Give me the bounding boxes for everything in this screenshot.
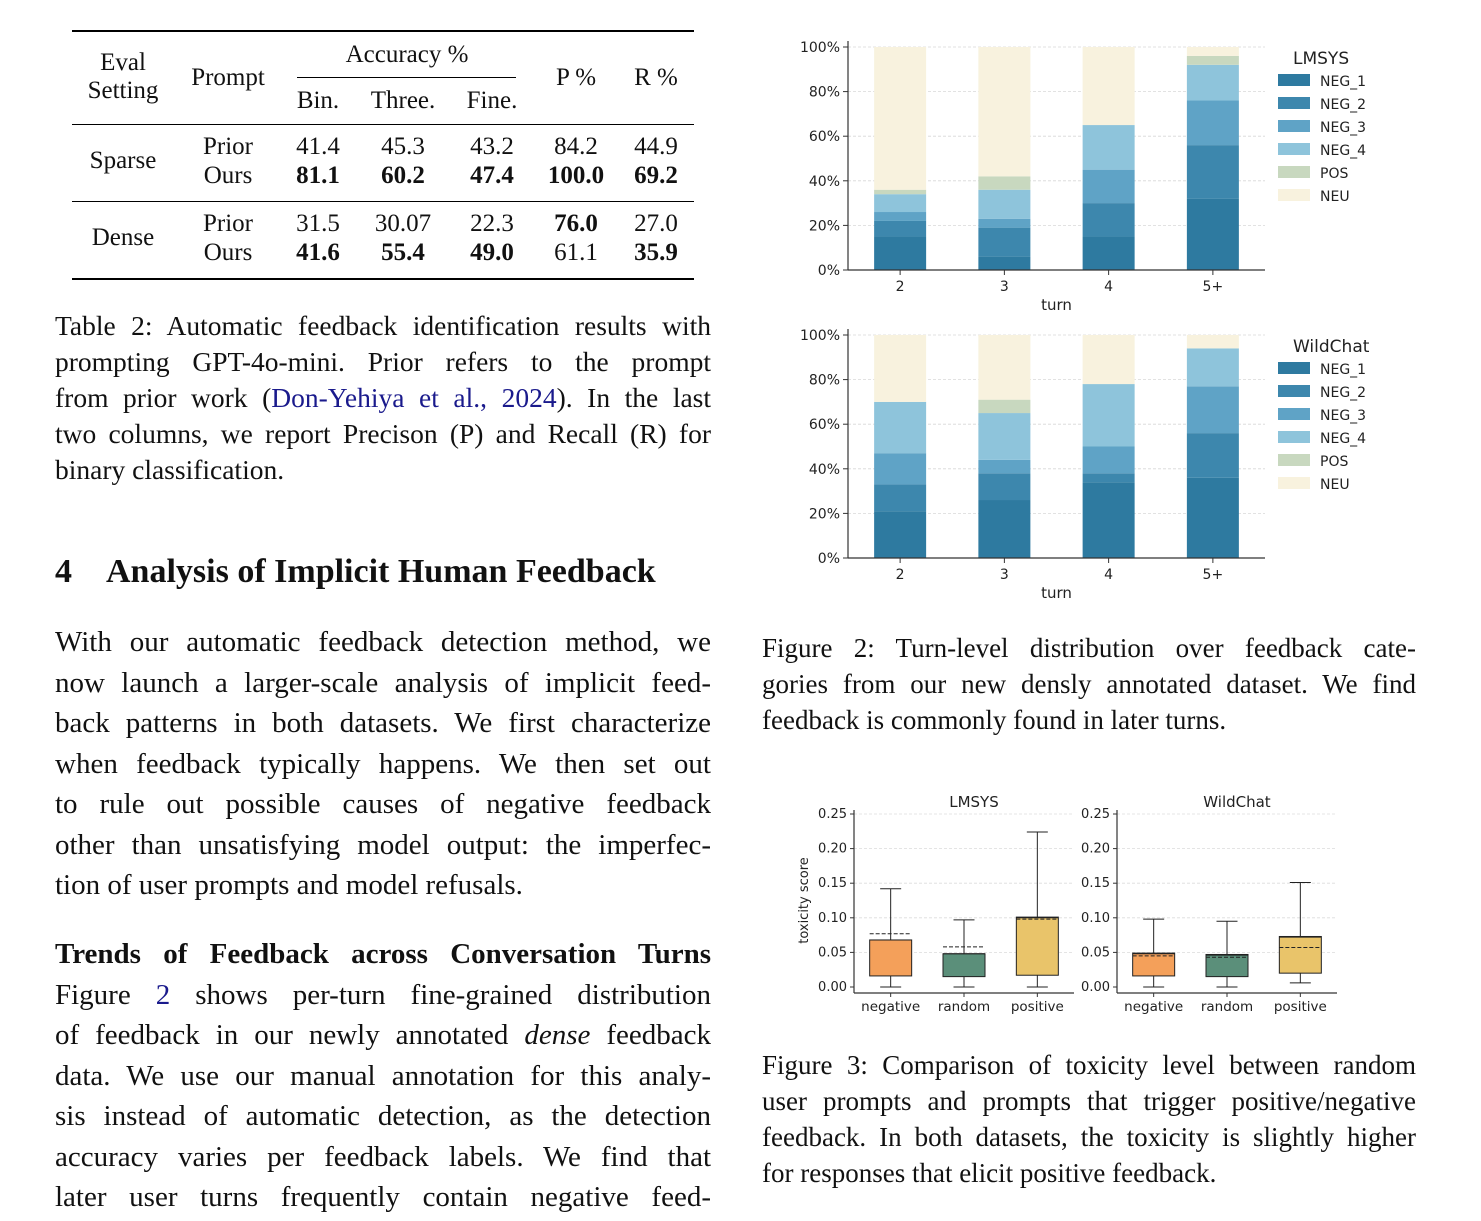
y-tick-label: 0% — [817, 263, 840, 279]
caption-line: Figure 3: Comparison of toxicity level between random — [762, 1050, 1416, 1080]
legend-swatch-neg-2 — [1278, 97, 1310, 109]
legend-swatch-neu — [1278, 477, 1310, 489]
paragraph-line: later user turns frequently contain negative feed- — [55, 1181, 711, 1213]
y-tick-label: 0.10 — [818, 910, 847, 926]
paragraph-2 — [55, 934, 711, 1218]
x-tick-label: 2 — [895, 567, 905, 583]
legend-label: NEU — [1320, 189, 1350, 205]
prompt-cell: Ours — [203, 162, 253, 189]
bar-segment-neg-1 — [874, 511, 926, 558]
x-tick-label: 4 — [1104, 279, 1114, 295]
header-p: P % — [555, 64, 597, 91]
table-group-rule — [72, 201, 694, 202]
legend-swatch-neg-4 — [1278, 143, 1310, 155]
bar-segment-neg-4 — [1187, 65, 1239, 101]
value-cell-three: 30.07 — [374, 210, 432, 237]
x-axis-label: turn — [1041, 584, 1072, 602]
bar-segment-neg-2 — [1083, 203, 1135, 236]
legend-label: POS — [1320, 166, 1349, 182]
paragraph-line — [55, 1015, 711, 1056]
bar-segment-neg-2 — [1083, 473, 1135, 482]
bar-segment-neg-2 — [978, 473, 1030, 500]
box-positive — [1016, 917, 1058, 975]
bar-segment-neg-4 — [874, 194, 926, 212]
bar-segment-neu — [874, 47, 926, 190]
legend-title: LMSYS — [1293, 49, 1350, 69]
x-tick-label: positive — [1010, 999, 1064, 1015]
x-tick-label: 3 — [999, 567, 1009, 583]
y-tick-label: 20% — [808, 506, 840, 523]
y-tick-label: 80% — [808, 84, 840, 101]
box-random — [1206, 954, 1248, 976]
x-tick-label: 5+ — [1202, 567, 1224, 583]
value-cell-fine: 47.4 — [470, 162, 514, 189]
prompt-cell: Prior — [203, 133, 253, 160]
prompt-cell: Prior — [203, 210, 253, 237]
bar-segment-neg-3 — [1187, 101, 1239, 146]
paragraph-line: tion of user prompts and model refusals. — [55, 869, 523, 901]
legend-label: NEU — [1320, 477, 1350, 493]
bar-segment-neu — [978, 335, 1030, 400]
bar-segment-pos — [978, 400, 1030, 413]
caption-line: feedback is commonly found in later turns. — [762, 705, 1227, 735]
results-table — [72, 30, 694, 280]
box-random — [943, 954, 985, 977]
y-tick-label: 0.15 — [818, 876, 847, 892]
x-tick-label: random — [1200, 999, 1254, 1015]
bar-segment-neg-3 — [1083, 170, 1135, 203]
bar-segment-neu — [978, 47, 1030, 176]
value-cell-r: 44.9 — [634, 133, 678, 160]
value-cell-r: 35.9 — [634, 239, 678, 266]
value-cell-fine: 22.3 — [470, 210, 514, 237]
bar-segment-pos — [978, 176, 1030, 189]
legend-label: POS — [1320, 454, 1349, 470]
paragraph-line — [55, 975, 711, 1016]
bar-segment-neg-1 — [978, 257, 1030, 270]
accuracy-underline — [297, 77, 516, 78]
value-cell-three: 45.3 — [381, 133, 425, 160]
header-accuracy: Accuracy % — [345, 41, 469, 68]
bar-segment-neg-1 — [874, 237, 926, 270]
table-mid-rule — [72, 124, 694, 125]
header-fine: Fine. — [466, 87, 518, 114]
legend-swatch-neg-1 — [1278, 362, 1310, 374]
caption-line: feedback. In both datasets, the toxicity is slightly higher — [762, 1122, 1416, 1152]
header-three: Three. — [370, 87, 436, 114]
bar-segment-neg-1 — [1083, 482, 1135, 558]
caption-text: ). In the last — [556, 382, 712, 413]
y-tick-label: 0.05 — [1081, 945, 1110, 961]
bar-segment-neg-3 — [978, 219, 1030, 228]
paragraph-line: data. We use our manual annotation for this analy- — [55, 1059, 711, 1092]
y-tick-label: 0.00 — [818, 980, 847, 995]
bar-segment-neg-1 — [978, 500, 1030, 558]
citation-link[interactable]: Don-Yehiya et al., 2024 — [271, 382, 557, 413]
box-positive — [1279, 936, 1321, 973]
bar-segment-neg-4 — [1083, 384, 1135, 446]
x-tick-label: 3 — [999, 279, 1009, 295]
caption-line: binary classification. — [55, 454, 285, 485]
bar-segment-neg-3 — [978, 460, 1030, 473]
header-bin: Bin. — [296, 87, 340, 114]
section-heading — [55, 553, 656, 591]
eval-setting-cell: Dense — [91, 224, 155, 251]
legend-swatch-neg-4 — [1278, 431, 1310, 443]
legend-swatch-neg-3 — [1278, 408, 1310, 420]
y-tick-label: 100% — [799, 40, 840, 56]
value-cell-three: 55.4 — [381, 239, 425, 266]
bar-segment-neu — [1187, 335, 1239, 348]
value-cell-p: 84.2 — [554, 133, 598, 160]
bar-segment-neg-4 — [874, 402, 926, 453]
figure-3-caption — [762, 1047, 1416, 1191]
caption-line: for responses that elicit positive feedback. — [762, 1158, 1217, 1188]
value-cell-r: 27.0 — [634, 210, 678, 237]
bar-segment-neg-1 — [1083, 237, 1135, 270]
y-tick-label: 100% — [799, 328, 840, 344]
bar-segment-pos — [874, 190, 926, 194]
legend-label: NEG_3 — [1320, 408, 1367, 424]
header-r: R % — [634, 64, 678, 91]
legend-label: NEG_1 — [1320, 74, 1367, 90]
paragraph-line: With our automatic feedback detection method, we — [55, 626, 711, 658]
caption-text: from prior work ( — [55, 382, 272, 413]
y-tick-label: 0.05 — [818, 945, 847, 961]
caption-line: user prompts and prompts that trigger positive/negative — [762, 1086, 1416, 1116]
paragraph-line: to rule out possible causes of negative feedback — [55, 788, 711, 820]
box-negative — [870, 940, 912, 976]
chart-title: LMSYS — [949, 793, 999, 811]
bar-segment-neg-3 — [874, 453, 926, 484]
eval-setting-cell: Sparse — [89, 147, 157, 174]
value-cell-p: 76.0 — [554, 210, 598, 237]
value-cell-fine: 49.0 — [470, 239, 514, 266]
section-number: 4 — [55, 553, 72, 590]
caption-line: two columns, we report Precison (P) and Recall (R) for — [55, 418, 711, 449]
bar-segment-neg-2 — [1187, 145, 1239, 199]
section-title: Analysis of Implicit Human Feedback — [106, 553, 656, 590]
bar-segment-neg-4 — [978, 190, 1030, 219]
legend-label: NEG_4 — [1320, 431, 1367, 447]
x-axis-label: turn — [1041, 296, 1072, 314]
caption-line: gories from our new densly annotated dataset. We find — [762, 669, 1416, 699]
paragraph-text: feedback — [590, 1019, 711, 1051]
figure-3 — [790, 785, 1350, 1025]
legend-swatch-pos — [1278, 166, 1310, 178]
legend-label: NEG_3 — [1320, 120, 1367, 136]
prompt-cell: Ours — [203, 239, 253, 266]
box-plot-wildchat — [1081, 793, 1337, 1015]
bar-segment-neg-3 — [1187, 386, 1239, 433]
paragraph-text: shows per-turn fine-grained distribution — [170, 978, 711, 1011]
legend-swatch-pos — [1278, 454, 1310, 466]
bar-segment-neg-4 — [1187, 348, 1239, 386]
header-prompt: Prompt — [191, 64, 265, 91]
paragraph-emphasis: dense — [524, 1019, 591, 1051]
paragraph-line: other than unsatisfying model output: the imperfec- — [55, 828, 711, 861]
paragraph-line: sis instead of automatic detection, as the detection — [55, 1100, 711, 1132]
y-tick-label: 0.25 — [1081, 807, 1110, 822]
x-tick-label: random — [937, 999, 991, 1015]
bar-segment-neg-1 — [1187, 199, 1239, 270]
table-caption — [55, 308, 711, 488]
value-cell-fine: 43.2 — [470, 133, 514, 160]
bar-segment-neg-2 — [1187, 433, 1239, 478]
bar-segment-neu — [1083, 335, 1135, 384]
y-tick-label: 60% — [808, 129, 840, 146]
legend-swatch-neg-3 — [1278, 120, 1310, 132]
paragraph-subheading: Trends of Feedback across Conversation Turns — [55, 938, 711, 970]
legend-label: NEG_2 — [1320, 385, 1367, 401]
x-tick-label: negative — [1124, 999, 1184, 1015]
figure-2-caption — [762, 630, 1416, 738]
y-tick-label: 0.00 — [1081, 980, 1110, 995]
legend-title: WildChat — [1293, 337, 1370, 357]
x-tick-label: 5+ — [1202, 279, 1224, 295]
y-tick-label: 40% — [808, 461, 840, 478]
bar-segment-neg-2 — [874, 484, 926, 511]
caption-line: Table 2: Automatic feedback identification results with — [55, 310, 711, 341]
bar-segment-neu — [1083, 47, 1135, 125]
value-cell-three: 60.2 — [381, 162, 425, 189]
paragraph-line: accuracy varies per feedback labels. We find that — [55, 1140, 711, 1173]
y-tick-label: 60% — [808, 417, 840, 434]
value-cell-bin: 41.4 — [296, 133, 340, 160]
caption-line: prompting GPT-4o-mini. Prior refers to the prompt — [55, 346, 711, 377]
header-eval-line1: Eval — [100, 49, 146, 76]
x-tick-label: negative — [861, 999, 921, 1015]
value-cell-bin: 81.1 — [296, 162, 340, 189]
chart-title: WildChat — [1203, 793, 1271, 811]
paragraph-line: back patterns in both datasets. We first characterize — [55, 707, 711, 739]
table-bottom-rule — [72, 278, 694, 280]
x-tick-label: 2 — [895, 279, 905, 295]
figure-ref-link[interactable]: 2 — [155, 978, 171, 1011]
x-tick-label: positive — [1273, 999, 1327, 1015]
paragraph-line: now launch a larger-scale analysis of implicit feed- — [55, 666, 711, 699]
y-tick-label: 0.10 — [1081, 910, 1110, 926]
header-eval-line2: Setting — [87, 77, 159, 104]
bar-segment-neg-4 — [978, 413, 1030, 460]
paragraph-text: Figure — [55, 978, 156, 1011]
bar-segment-neu — [874, 335, 926, 402]
value-cell-p: 100.0 — [547, 162, 605, 189]
legend-label: NEG_1 — [1320, 362, 1367, 378]
y-tick-label: 0.20 — [1081, 841, 1110, 857]
bar-segment-neg-2 — [978, 228, 1030, 257]
y-tick-label: 0.20 — [818, 841, 847, 857]
legend-swatch-neg-1 — [1278, 74, 1310, 86]
y-axis-label: toxicity score — [797, 857, 812, 944]
stacked-bar-chart-lmsys — [800, 40, 1366, 314]
box-plot-lmsys — [797, 793, 1074, 1015]
value-cell-bin: 31.5 — [296, 210, 340, 237]
x-tick-label: 4 — [1104, 567, 1114, 583]
bar-segment-neg-4 — [1083, 125, 1135, 170]
table-top-rule — [72, 30, 694, 32]
legend-label: NEG_4 — [1320, 143, 1367, 159]
y-tick-label: 80% — [808, 372, 840, 389]
box-negative — [1133, 953, 1175, 976]
legend-swatch-neu — [1278, 189, 1310, 201]
stacked-bar-chart-wildchat — [800, 328, 1370, 602]
bar-segment-neg-1 — [1187, 478, 1239, 558]
legend-label: NEG_2 — [1320, 97, 1367, 113]
bar-segment-neg-2 — [874, 221, 926, 237]
y-tick-label: 20% — [808, 218, 840, 235]
y-tick-label: 0% — [817, 551, 840, 567]
value-cell-bin: 41.6 — [296, 239, 340, 266]
y-tick-label: 0.15 — [1081, 876, 1110, 892]
caption-line: Figure 2: Turn-level distribution over feedback cate- — [762, 633, 1416, 663]
figure-2 — [780, 30, 1420, 610]
paragraph-1 — [55, 622, 711, 906]
paragraph-text: of feedback in our newly annotated — [55, 1019, 525, 1051]
value-cell-r: 69.2 — [634, 162, 678, 189]
bar-segment-pos — [1187, 56, 1239, 65]
bar-segment-neu — [1187, 47, 1239, 56]
paragraph-line: when feedback typically happens. We then set out — [55, 747, 711, 780]
y-tick-label: 40% — [808, 173, 840, 190]
legend-swatch-neg-2 — [1278, 385, 1310, 397]
bar-segment-neg-3 — [874, 212, 926, 221]
y-tick-label: 0.25 — [818, 807, 847, 822]
value-cell-p: 61.1 — [554, 239, 598, 266]
caption-line — [55, 380, 711, 416]
bar-segment-neg-3 — [1083, 447, 1135, 474]
